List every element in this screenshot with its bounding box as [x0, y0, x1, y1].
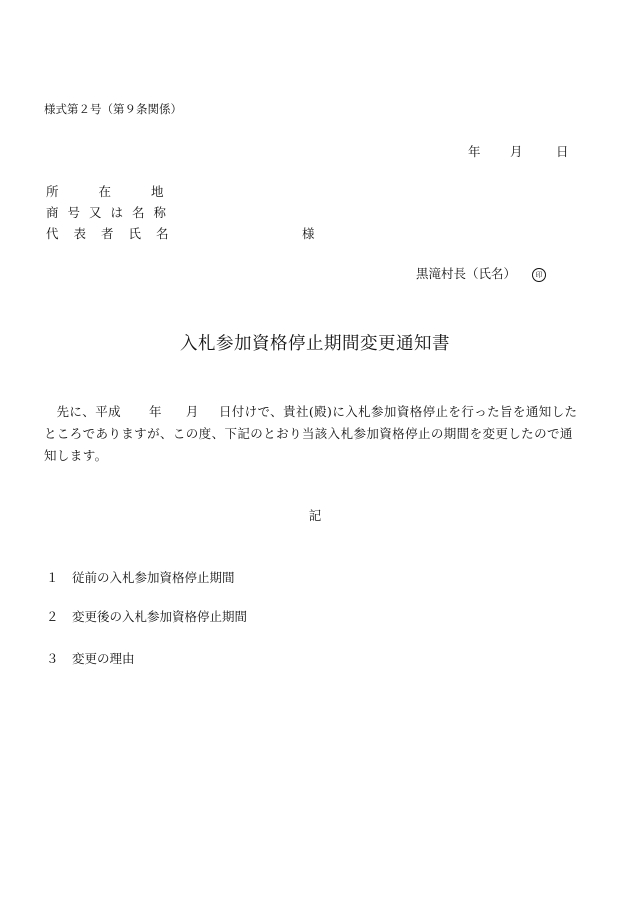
body-part-3: 月: [185, 404, 199, 419]
item-text: 従前の入札参加資格停止期間: [72, 570, 235, 585]
date-month-label: 月: [510, 144, 523, 159]
item-text: 変更後の入札参加資格停止期間: [72, 609, 248, 624]
item-number: ２: [46, 609, 59, 624]
body-part-1: 先に、平成: [56, 404, 122, 419]
date-year-label: 年: [468, 144, 481, 159]
list-item: [46, 649, 135, 667]
honorific-sama: 様: [302, 226, 315, 241]
item-number: ３: [46, 651, 59, 666]
company-name-label: 商号又は名称: [46, 205, 176, 220]
document-title: 入札参加資格停止期間変更通知書: [180, 334, 450, 354]
date-line: [468, 142, 569, 160]
body-part-2: 年: [149, 404, 162, 419]
body-paragraph: [44, 401, 584, 467]
list-item: [46, 568, 235, 586]
address-label: 所在地: [46, 184, 204, 199]
sender-block: [416, 264, 546, 282]
body-part-4: 日付けで、貴社(殿)に入札参加資格停止を行った旨を通知したところでありますが、この度、下記のとおり当該入札参加資格停止の期間を変更したので通知します。: [44, 404, 578, 463]
form-number: 様式第２号（第９条関係）: [44, 102, 182, 116]
sender-name: 黒滝村長（氏名）: [416, 266, 517, 281]
date-day-label: 日: [556, 144, 569, 159]
list-item: [46, 607, 247, 625]
representative-name-label: 代表者氏名: [46, 226, 184, 241]
seal-mark: 印: [532, 268, 546, 282]
item-number: １: [46, 570, 59, 585]
item-text: 変更の理由: [72, 651, 135, 666]
ki-heading: 記: [308, 508, 322, 523]
